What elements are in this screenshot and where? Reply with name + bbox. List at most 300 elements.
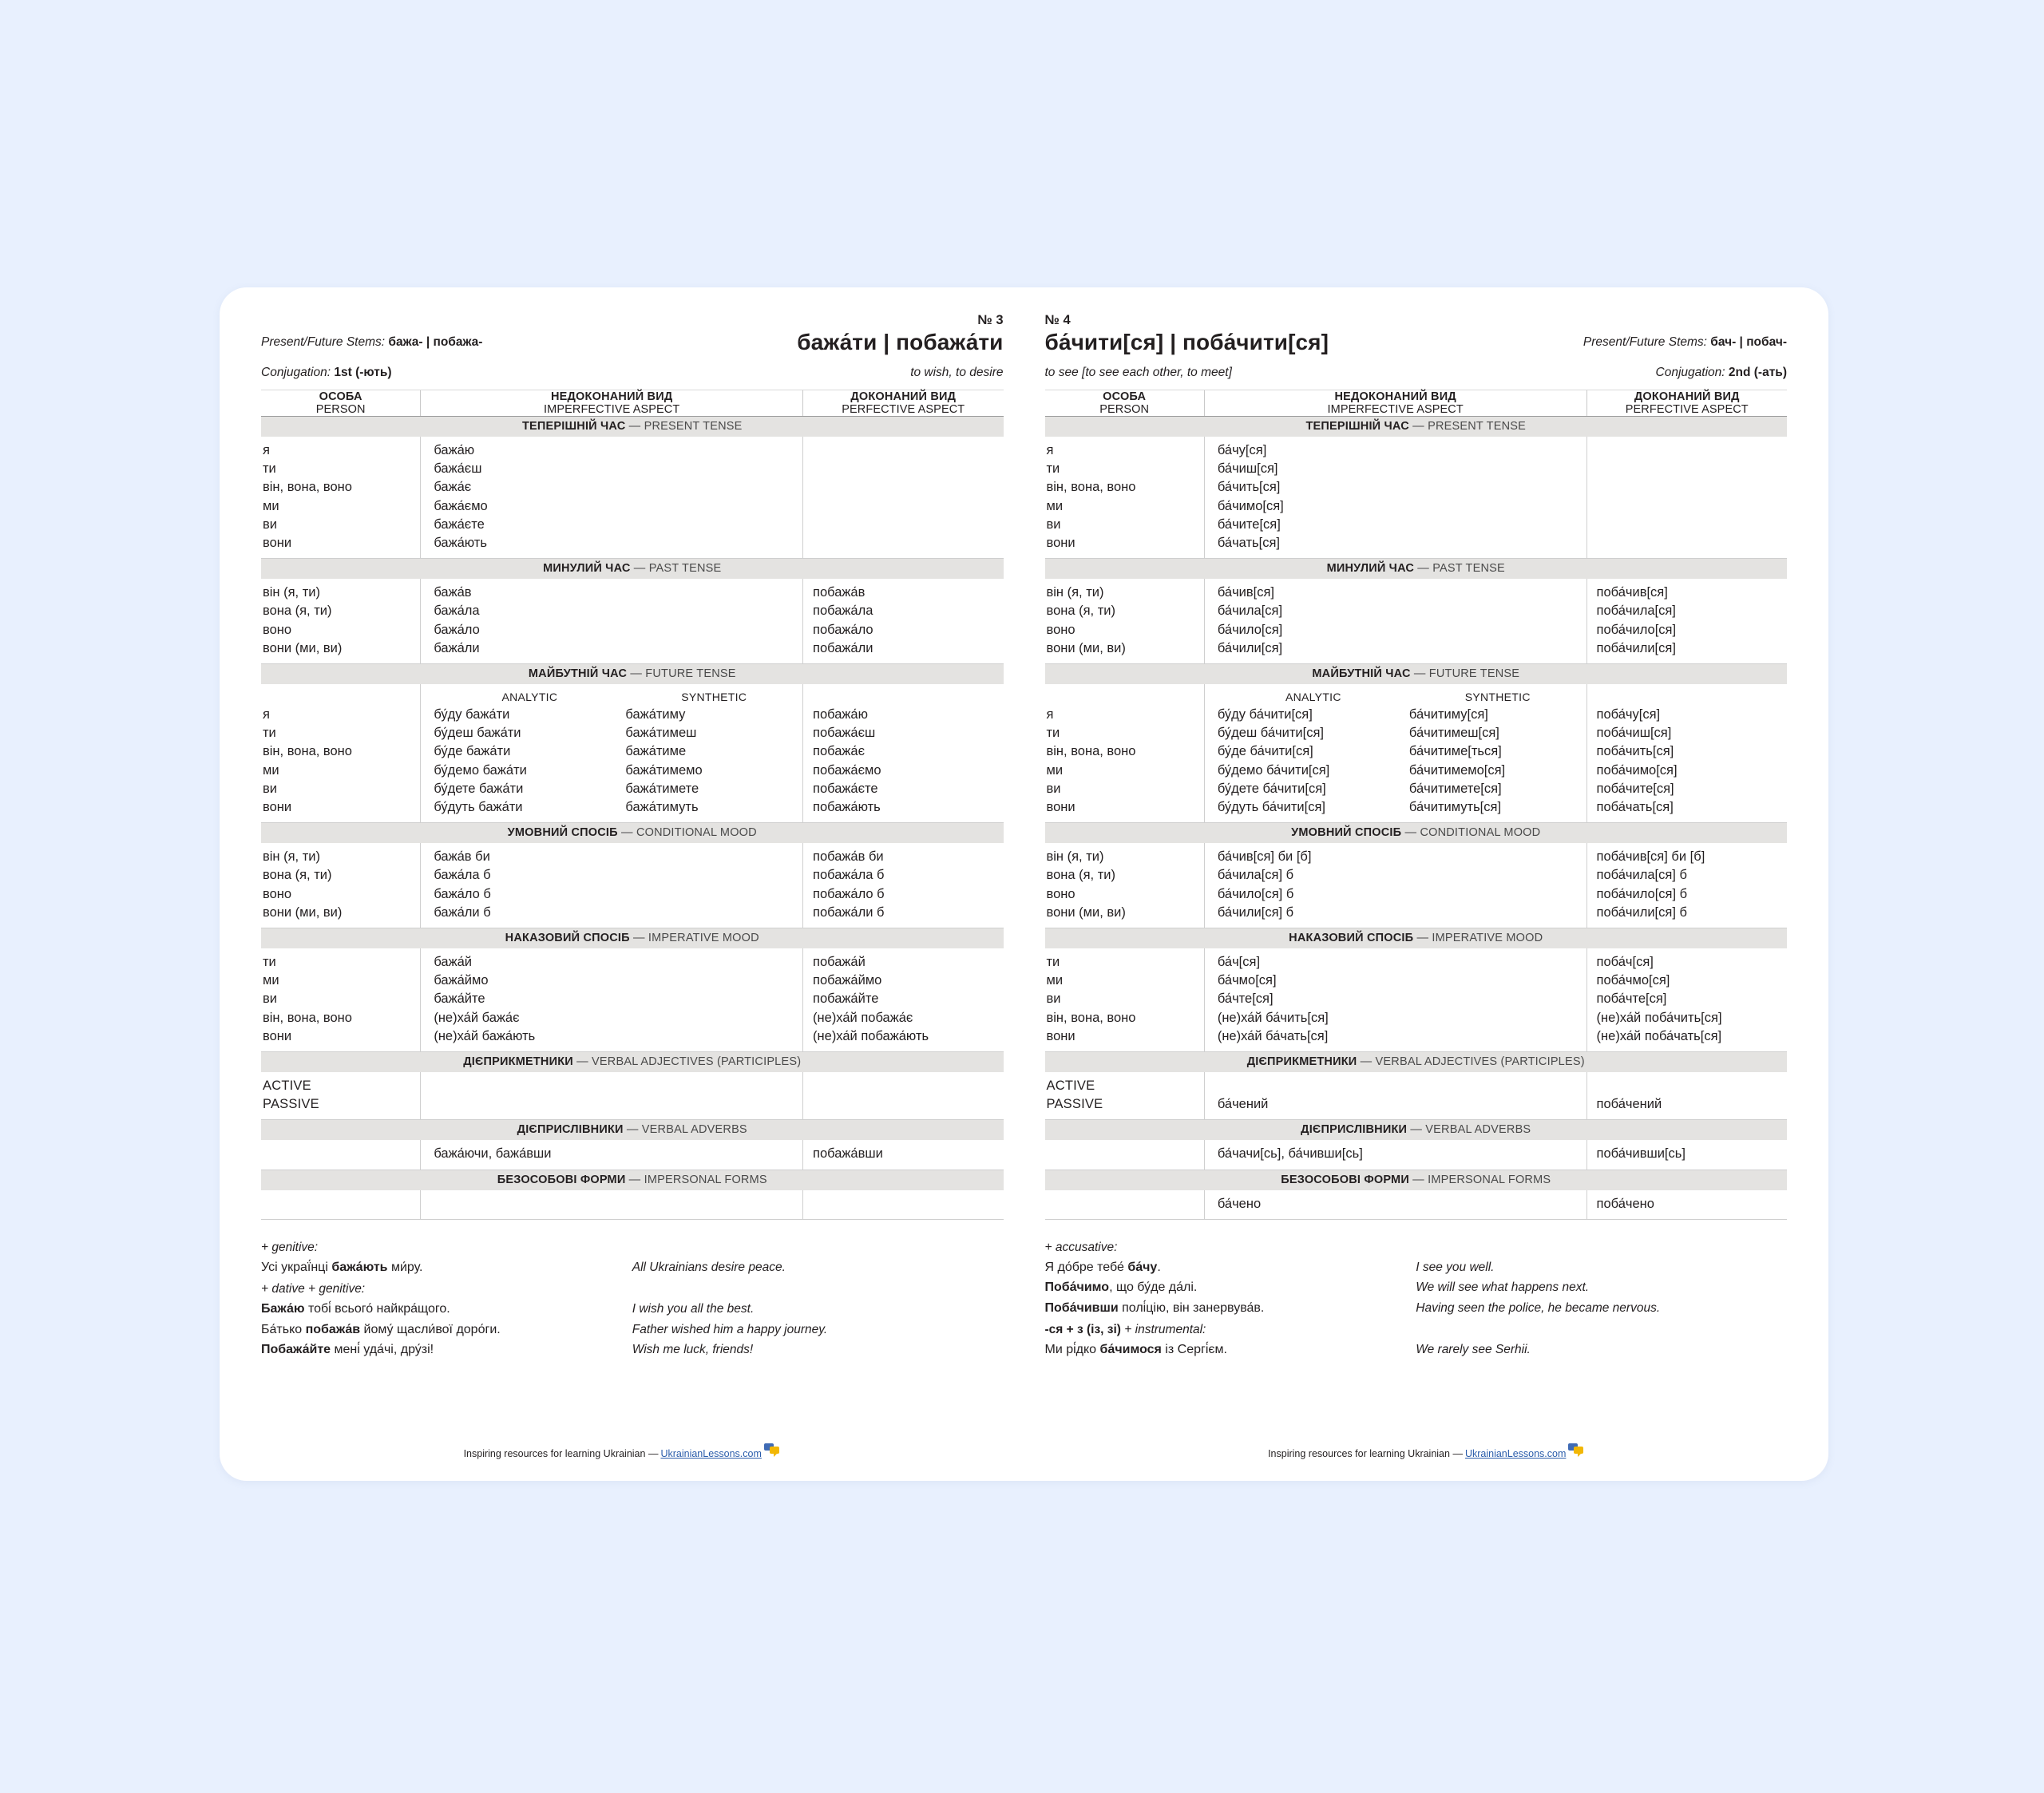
person-list-present <box>1047 441 1204 552</box>
row-adverbs-right <box>1045 1140 1788 1170</box>
forms-present-perfective <box>1597 441 1787 552</box>
participle-passive-imperfective: ба́чений <box>1217 1097 1269 1112</box>
usage-example-ukrainian: Я до́бре тебе́ ба́чу. <box>1044 1260 1161 1274</box>
conjugation-form: бу́дете ба́чити[ся] <box>1217 781 1326 796</box>
conjugation-form: бажа́ли <box>434 640 480 655</box>
stems-right <box>1583 330 1787 350</box>
band-imperative-left: НАКАЗОВИЙ СПОСІБ — IMPERATIVE MOOD <box>261 928 1004 949</box>
conjugation-form: бу́демо ба́чити[ся] <box>1217 762 1330 778</box>
conjugation-form: ти <box>263 461 276 477</box>
col-head-imperfective <box>421 390 803 417</box>
participle-active-perfective <box>813 1077 1003 1095</box>
band-participles-left: ДІЄПРИКМЕТНИКИ — VERBAL ADJECTIVES (PARTICIPLES) <box>261 1052 1004 1073</box>
conjugation-form: ба́чмо[ся] <box>1217 973 1277 988</box>
forms-past-imperfective <box>1218 584 1586 658</box>
conjugation-form: ба́чив[ся] <box>1217 585 1275 600</box>
usage-example-english: Having seen the police, he became nervous. <box>1416 1300 1661 1315</box>
stems-label: Present/Future Stems: <box>261 335 386 349</box>
conjugation-form: вони (ми, ви) <box>263 904 343 920</box>
forms-imperative-imperfective <box>1218 953 1586 1046</box>
row-present-right <box>1045 437 1788 559</box>
person-list-present <box>263 441 420 552</box>
row-participles-left <box>261 1072 1004 1120</box>
adverb-imperfective: ба́чачи[сь], ба́чивши[сь] <box>1217 1146 1363 1162</box>
conjugation-form: ба́читимеш[ся] <box>1408 726 1499 741</box>
usage-example-ukrainian: Усі украї́нці бажа́ють ми́ру. <box>261 1260 423 1274</box>
conjugation-form: воно <box>1046 886 1075 901</box>
usage-example-english: We rarely see Serhii. <box>1416 1343 1531 1357</box>
verb-title-right: ба́чити[ся] | поба́чити[ся] <box>1044 330 1329 354</box>
conjugation-form: ба́чу[ся] <box>1217 443 1267 457</box>
conjugation-right <box>1656 366 1787 390</box>
usage-example-row <box>1045 1277 1788 1298</box>
label-active: ACTIVE <box>263 1079 311 1094</box>
row-impersonal-left <box>261 1190 1004 1220</box>
conjugation-form: поба́чиш[ся] <box>1596 726 1672 741</box>
conjugation-form: побажа́ємо <box>813 762 881 778</box>
conjugation-form: бажа́йте <box>434 991 485 1007</box>
conjugation-form: поба́ч[ся] <box>1596 955 1654 970</box>
conjugation-form: воно <box>1046 622 1075 637</box>
conjugation-form: ба́чите[ся] <box>1217 517 1281 532</box>
footer-link[interactable]: UkrainianLessons.com <box>1464 1448 1567 1459</box>
forms-conditional-perfective <box>1597 848 1787 922</box>
conjugation-form: ба́чиш[ся] <box>1217 461 1278 477</box>
conjugation-form: бажа́тиме <box>625 744 687 759</box>
conjugation-form: ми <box>263 762 279 778</box>
verb-title-left: бажа́ти | побажа́ти <box>797 330 1004 354</box>
conjugation-form: ба́чило[ся] <box>1217 622 1283 637</box>
conjugation-form: я <box>263 707 270 722</box>
conjugation-form: поба́чать[ся] <box>1596 800 1674 815</box>
participle-passive-perfective <box>813 1095 1003 1114</box>
conjugation-form: ба́читимуть[ся] <box>1408 800 1502 815</box>
band-adverbs-right: ДІЄПРИСЛІВНИКИ — VERBAL ADVERBS <box>1045 1120 1788 1141</box>
conjugation-form: ба́чила[ся] <box>1217 604 1283 619</box>
page-right <box>1024 287 1829 1481</box>
future-subheads <box>1218 689 1586 706</box>
conjugation-form: побажа́в <box>813 585 866 600</box>
forms-future-perfective <box>813 706 1003 817</box>
conjugation-form: ба́чила[ся] б <box>1217 868 1294 883</box>
band-participles-right: ДІЄПРИКМЕТНИКИ — VERBAL ADJECTIVES (PARTICIPLES) <box>1045 1052 1788 1073</box>
conjugation-form: поба́чмо[ся] <box>1596 973 1670 988</box>
conjugation-form: ви <box>263 517 277 532</box>
usage-notes-right <box>1045 1237 1788 1360</box>
usage-example-ukrainian: Бажа́ю тобі́ всього́ найкра́щого. <box>261 1302 450 1316</box>
usage-note-heading: + dative + genitive: <box>261 1282 366 1296</box>
conjugation-form: ти <box>1046 955 1060 970</box>
person-list-imperative <box>263 953 420 1046</box>
conjugation-form: бажа́ло <box>434 622 480 637</box>
band-conditional-left: УМОВНИЙ СПОСІБ — CONDITIONAL MOOD <box>261 823 1004 844</box>
page-number-right: № 4 <box>1044 313 1071 327</box>
conjugation-form: бажа́ли б <box>434 904 491 920</box>
conjugation-left <box>261 366 392 390</box>
participle-active-perfective <box>1597 1077 1787 1095</box>
impersonal-imperfective <box>434 1195 802 1213</box>
forms-past-imperfective <box>434 584 802 658</box>
usage-example-row <box>261 1299 1004 1320</box>
conjugation-label: Conjugation: <box>1655 366 1725 379</box>
usage-example-row <box>1045 1257 1788 1278</box>
conjugation-form: бажа́ймо <box>434 973 489 988</box>
conjugation-form: поба́чило[ся] б <box>1596 886 1688 901</box>
forms-future-perfective <box>1597 706 1787 817</box>
usage-example-row <box>261 1320 1004 1340</box>
conjugation-form: поба́чимо[ся] <box>1596 762 1678 778</box>
conjugation-form: бажа́ємо <box>434 498 488 513</box>
page-spread <box>220 287 1828 1481</box>
col-head-perf-ua: ДОКОНАНИЙ ВИД <box>850 390 957 403</box>
conjugation-form: ба́читимете[ся] <box>1408 781 1502 796</box>
page-left <box>220 287 1024 1481</box>
row-imperative-right <box>1045 948 1788 1052</box>
conjugation-form: побажа́ло б <box>813 886 885 901</box>
row-conditional-left <box>261 843 1004 928</box>
col-head-imperf-ua: НЕДОКОНАНИЙ ВИД <box>550 390 673 403</box>
person-list-imperative <box>1047 953 1204 1046</box>
conjugation-form: вони (ми, ви) <box>1046 640 1126 655</box>
gloss-left: to wish, to desire <box>910 366 1004 379</box>
band-present-right: ТЕПЕРІШНІЙ ЧАС — PRESENT TENSE <box>1045 417 1788 437</box>
row-future-left <box>261 684 1004 823</box>
subhead-synthetic: SYNTHETIC <box>1464 691 1531 704</box>
conjugation-form: ба́чили[ся] <box>1217 640 1283 655</box>
conjugation-form: (не)ха́й ба́чать[ся] <box>1217 1028 1329 1043</box>
conjugation-form: він, вона, воно <box>1046 744 1136 759</box>
col-head-imperf-en: IMPERFECTIVE ASPECT <box>544 403 680 416</box>
conjugation-form: ти <box>1046 726 1060 741</box>
conjugation-form: бажа́ють <box>434 536 487 551</box>
usage-example-english: I see you well. <box>1416 1260 1495 1274</box>
conjugation-form: він (я, ти) <box>1046 585 1104 600</box>
conjugation-form: бу́дуть бажа́ти <box>434 800 523 815</box>
band-conditional-right: УМОВНИЙ СПОСІБ — CONDITIONAL MOOD <box>1045 823 1788 844</box>
footer-text: Inspiring resources for learning Ukrainian — <box>463 1448 659 1459</box>
conjugation-form: ми <box>1046 762 1064 778</box>
usage-note-group <box>261 1279 1004 1360</box>
conjugation-form: побажа́ла <box>813 604 873 619</box>
footer-right <box>1024 1447 1829 1460</box>
person-list-conditional <box>1047 848 1204 922</box>
conjugation-form: бу́демо бажа́ти <box>434 762 527 778</box>
conjugation-form: бажа́тимемо <box>625 762 703 778</box>
col-head-perfective <box>803 390 1004 417</box>
conjugation-form: бажа́єш <box>434 461 482 477</box>
band-future-left: МАЙБУТНІЙ ЧАС — FUTURE TENSE <box>261 664 1004 685</box>
conjugation-form: вони <box>263 800 292 815</box>
band-present-en: PRESENT TENSE <box>644 420 743 433</box>
row-conditional-right <box>1045 843 1788 928</box>
conjugation-value: 2nd (-ать) <box>1728 366 1787 379</box>
impersonal-perfective <box>813 1195 1003 1213</box>
participle-passive-perfective: поба́чений <box>1596 1097 1662 1112</box>
conjugation-form: бажа́тимуть <box>625 800 699 815</box>
conjugation-form: бажа́ла б <box>434 868 491 883</box>
stems-label: Present/Future Stems: <box>1583 335 1707 349</box>
conjugation-form: ти <box>1046 461 1060 477</box>
adverb-perfective: побажа́вши <box>813 1146 883 1162</box>
person-list-future <box>263 706 420 817</box>
usage-example-ukrainian: Ба́тько побажа́в йому́ щасли́вої доро́ги. <box>261 1322 501 1336</box>
forms-past-perfective <box>1597 584 1787 658</box>
conjugation-form: бажа́тимете <box>625 781 699 796</box>
usage-example-english: All Ukrainians desire peace. <box>632 1260 786 1274</box>
row-past-right <box>1045 579 1788 663</box>
usage-example-english: Father wished him a happy journey. <box>632 1322 828 1336</box>
conjugation-form: ви <box>263 781 277 796</box>
conjugation-form: побажа́єте <box>813 781 878 796</box>
person-list-conditional <box>263 848 420 922</box>
conjugation-form: ти <box>263 726 276 741</box>
table-header-row <box>261 390 1004 417</box>
conjugation-form: бу́деш ба́чити[ся] <box>1217 726 1324 741</box>
conjugation-form: побажа́єш <box>813 726 876 741</box>
forms-present-imperfective <box>1218 441 1586 552</box>
conjugation-form: вони <box>1046 1028 1075 1043</box>
conjugation-form: поба́чила[ся] б <box>1596 868 1687 883</box>
conjugation-form: побажа́й <box>813 955 866 970</box>
conjugation-form: бажа́й <box>434 955 473 970</box>
stems-value: бажа- | побажа- <box>388 335 483 349</box>
band-dash: — <box>628 420 644 433</box>
participle-active-imperfective <box>434 1077 802 1095</box>
band-past-right: МИНУЛИЙ ЧАС — PAST TENSE <box>1045 559 1788 580</box>
conjugation-form: вона (я, ти) <box>1046 604 1115 619</box>
conjugation-form: бажа́єте <box>434 517 485 532</box>
conjugation-form: вони (ми, ви) <box>1046 904 1126 920</box>
forms-future-synthetic <box>1409 706 1586 817</box>
conjugation-form: (не)ха́й побажа́ють <box>813 1028 929 1043</box>
conjugation-form: бажа́тиму <box>625 707 686 722</box>
conjugation-form: бу́дуть ба́чити[ся] <box>1217 800 1325 815</box>
conjugation-form: я <box>263 443 270 457</box>
future-subheads <box>434 689 802 706</box>
conjugation-form: вони <box>263 1028 292 1043</box>
conjugation-form: (не)ха́й поба́чать[ся] <box>1596 1028 1722 1043</box>
band-past-left: МИНУЛИЙ ЧАС — PAST TENSE <box>261 559 1004 580</box>
conjugation-form: побажа́йте <box>813 991 879 1007</box>
conjugation-form: ба́чили[ся] б <box>1217 904 1294 920</box>
conjugation-form: побажа́ю <box>813 707 868 722</box>
conjugation-form: побажа́ла б <box>813 868 885 883</box>
conjugation-form: ми <box>1046 498 1064 513</box>
conjugation-form: побажа́в би <box>813 849 884 865</box>
conjugation-form: воно <box>263 886 292 901</box>
conjugation-form: (не)ха́й бажа́є <box>434 1010 520 1025</box>
conjugation-form: (не)ха́й ба́чить[ся] <box>1217 1010 1329 1025</box>
usage-example-row <box>1045 1298 1788 1319</box>
conjugation-form: побажа́ло <box>813 622 873 637</box>
conjugation-form: ба́чив[ся] би [б] <box>1217 849 1312 865</box>
forms-conditional-perfective <box>813 848 1003 922</box>
conjugation-form: поба́чу[ся] <box>1596 707 1661 722</box>
conjugation-form: побажа́ли <box>813 640 873 655</box>
conjugation-form: ба́читиме[ться] <box>1408 744 1502 759</box>
conjugation-form: поба́чили[ся] б <box>1596 904 1687 920</box>
usage-example-ukrainian: Ми рі́дко ба́чимося із Сергі́єм. <box>1044 1343 1227 1357</box>
col-head-imperfective: НЕДОКОНАНИЙ ВИД IMPERFECTIVE ASPECT <box>1204 390 1586 417</box>
conjugation-form: ви <box>1046 781 1061 796</box>
conjugation-form: вона (я, ти) <box>263 604 332 619</box>
stems-value: бач- | побач- <box>1710 335 1787 349</box>
conjugation-form: вона (я, ти) <box>263 868 332 883</box>
conjugation-table-left <box>261 390 1004 1220</box>
conjugation-form: бу́дете бажа́ти <box>434 781 524 796</box>
usage-example-row <box>261 1340 1004 1360</box>
conjugation-form: ба́читимемо[ся] <box>1408 762 1506 778</box>
conjugation-form: поба́чте[ся] <box>1596 991 1667 1007</box>
conjugation-form: побажа́є <box>813 744 866 759</box>
gloss-right: to see [to see each other, to meet] <box>1044 366 1232 379</box>
conjugation-form: я <box>1046 443 1054 457</box>
label-passive: PASSIVE <box>263 1097 319 1112</box>
adverb-perfective: поба́чивши[сь] <box>1596 1146 1686 1162</box>
usage-note-group <box>1045 1237 1788 1319</box>
conjugation-form: (не)ха́й бажа́ють <box>434 1028 536 1043</box>
usage-notes-left <box>261 1237 1004 1360</box>
participle-active-imperfective <box>1218 1077 1586 1095</box>
conjugation-form: поба́чив[ся] <box>1596 585 1668 600</box>
conjugation-form: бу́де бажа́ти <box>434 744 511 759</box>
conjugation-form: ми <box>263 973 279 988</box>
forms-present-imperfective <box>434 441 802 552</box>
conjugation-form: він, вона, воно <box>263 480 352 495</box>
footer-left <box>220 1447 1024 1460</box>
row-future-right <box>1045 684 1788 823</box>
conjugation-form: ба́читиму[ся] <box>1408 707 1488 722</box>
conjugation-form: поба́чив[ся] би [б] <box>1596 849 1705 865</box>
col-head-person-ua: ОСОБА <box>319 390 362 403</box>
forms-present-perfective <box>813 441 1003 552</box>
row-present-left <box>261 437 1004 559</box>
conjugation-form: він, вона, воно <box>263 744 352 759</box>
usage-note-group <box>261 1237 1004 1278</box>
usage-example-english: Wish me luck, friends! <box>632 1343 754 1357</box>
conjugation-form: ба́чимо[ся] <box>1217 498 1284 513</box>
conjugation-form: побажа́ли б <box>813 904 885 920</box>
conjugation-form: він (я, ти) <box>263 585 320 600</box>
col-head-person <box>261 390 421 417</box>
conjugation-form: бажа́є <box>434 480 472 495</box>
table-header-row <box>1045 390 1788 417</box>
conjugation-form: поба́чить[ся] <box>1596 744 1674 759</box>
usage-note-heading: -ся + з (із, зі) + instrumental: <box>1044 1323 1206 1337</box>
conjugation-form: бажа́тимеш <box>625 726 697 741</box>
worksheet-card <box>220 287 1828 1481</box>
usage-example-ukrainian: Побажа́йте мені́ уда́чі, дру́зі! <box>261 1343 434 1357</box>
conjugation-form: бу́ду бажа́ти <box>434 707 510 722</box>
conjugation-form: бу́ду ба́чити[ся] <box>1217 707 1313 722</box>
conjugation-form: поба́чило[ся] <box>1596 622 1677 637</box>
forms-future-synthetic <box>625 706 802 817</box>
conjugation-form: вони <box>1046 800 1075 815</box>
band-impersonal-left: БЕЗОСОБОВІ ФОРМИ — IMPERSONAL FORMS <box>261 1170 1004 1190</box>
band-present-left <box>261 417 1004 437</box>
conjugation-form: вони <box>263 536 292 551</box>
conjugation-form: вона (я, ти) <box>1046 868 1115 883</box>
conjugation-form: ба́чило[ся] б <box>1217 886 1294 901</box>
person-list-past <box>263 584 420 658</box>
forms-future-analytic <box>434 706 625 817</box>
usage-example-ukrainian: Поба́чивши полі́цію, він занервува́в. <box>1044 1300 1265 1315</box>
footer-link[interactable]: UkrainianLessons.com <box>660 1448 762 1459</box>
band-present-ua: ТЕПЕРІШНІЙ ЧАС <box>521 420 626 433</box>
conjugation-form: вони <box>1046 536 1075 551</box>
conjugation-form: він (я, ти) <box>263 849 320 865</box>
conjugation-form: побажа́ймо <box>813 973 882 988</box>
row-imperative-left <box>261 948 1004 1052</box>
row-adverbs-left <box>261 1140 1004 1170</box>
col-head-person: ОСОБА PERSON <box>1045 390 1205 417</box>
forms-past-perfective <box>813 584 1003 658</box>
conjugation-form: (не)ха́й поба́чить[ся] <box>1596 1010 1722 1025</box>
conjugation-form: ба́чать[ся] <box>1217 536 1280 551</box>
conjugation-form: поба́чила[ся] <box>1596 604 1676 619</box>
conjugation-form: бу́деш бажа́ти <box>434 726 521 741</box>
usage-example-ukrainian: Поба́чимо, що бу́де да́лі. <box>1044 1280 1198 1295</box>
label-active: ACTIVE <box>1046 1079 1095 1094</box>
conjugation-form: він, вона, воно <box>263 1010 352 1025</box>
conjugation-form: вони (ми, ви) <box>263 640 343 655</box>
conjugation-form: він, вона, воно <box>1046 480 1136 495</box>
forms-imperative-perfective <box>813 953 1003 1046</box>
conjugation-form: ти <box>263 955 276 970</box>
subhead-analytic: ANALYTIC <box>1285 691 1341 704</box>
band-adverbs-left: ДІЄПРИСЛІВНИКИ — VERBAL ADVERBS <box>261 1120 1004 1141</box>
impersonal-perfective: поба́чено <box>1596 1196 1654 1211</box>
conjugation-form: бажа́ло б <box>434 886 491 901</box>
page-number-left: № 3 <box>977 313 1004 327</box>
row-past-left <box>261 579 1004 663</box>
conjugation-form: поба́чите[ся] <box>1596 781 1674 796</box>
conjugation-table-right <box>1045 390 1788 1220</box>
forms-imperative-perfective <box>1597 953 1787 1046</box>
forms-conditional-imperfective <box>434 848 802 922</box>
conjugation-form: воно <box>263 622 292 637</box>
band-future-right: МАЙБУТНІЙ ЧАС — FUTURE TENSE <box>1045 664 1788 685</box>
person-list-future <box>1047 706 1204 817</box>
row-impersonal-right <box>1045 1190 1788 1220</box>
label-passive: PASSIVE <box>1046 1097 1103 1112</box>
conjugation-form: ви <box>263 991 277 1007</box>
conjugation-form: ба́ч[ся] <box>1217 955 1261 970</box>
subhead-synthetic: SYNTHETIC <box>681 691 747 704</box>
forms-conditional-imperfective <box>1218 848 1586 922</box>
conjugation-form: ми <box>1046 973 1064 988</box>
conjugation-form: бажа́в би <box>434 849 490 865</box>
conjugation-form: бажа́в <box>434 585 472 600</box>
subhead-analytic: ANALYTIC <box>501 691 558 704</box>
conjugation-form: (не)ха́й побажа́є <box>813 1010 913 1025</box>
usage-note-heading: + accusative: <box>1044 1240 1118 1254</box>
usage-example-row <box>261 1257 1004 1278</box>
conjugation-form: я <box>1046 707 1054 722</box>
conjugation-value: 1st (-ють) <box>334 366 392 379</box>
adverb-imperfective: бажа́ючи, бажа́вши <box>434 1146 552 1162</box>
conjugation-form: ми <box>263 498 279 513</box>
conjugation-form: ви <box>1046 991 1061 1007</box>
band-imperative-right: НАКАЗОВИЙ СПОСІБ — IMPERATIVE MOOD <box>1045 928 1788 949</box>
conjugation-form: бажа́ю <box>434 443 475 457</box>
stems-left <box>261 330 482 350</box>
row-participles-right <box>1045 1072 1788 1120</box>
impersonal-imperfective: ба́чено <box>1217 1196 1262 1211</box>
band-impersonal-right: БЕЗОСОБОВІ ФОРМИ — IMPERSONAL FORMS <box>1045 1170 1788 1190</box>
speech-bubble-logo-icon <box>1568 1443 1584 1456</box>
forms-imperative-imperfective <box>434 953 802 1046</box>
